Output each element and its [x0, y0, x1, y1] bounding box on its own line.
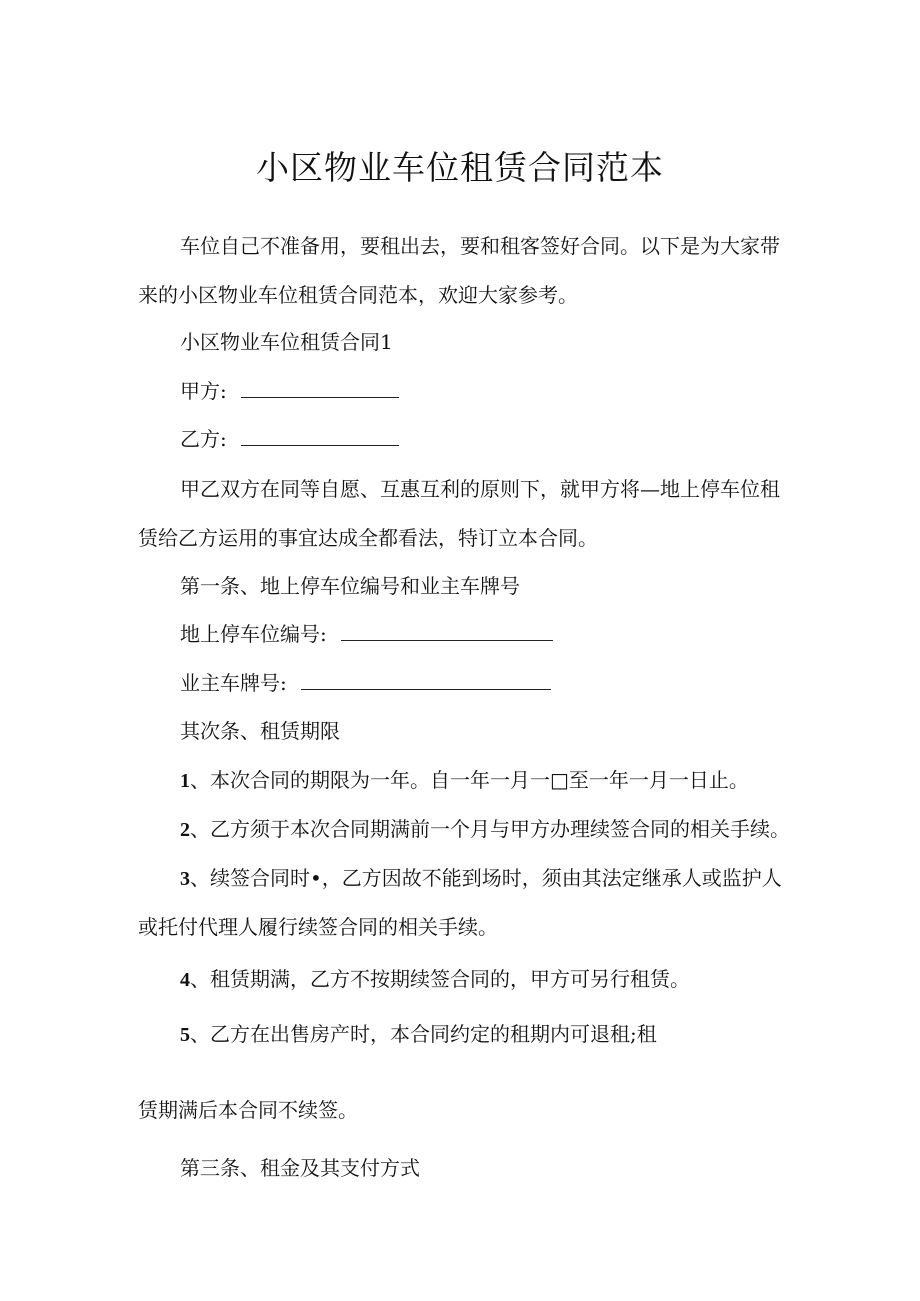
party-b-label: 乙方: — [180, 427, 227, 451]
term-item-2-number: 2 — [180, 819, 190, 841]
article1-heading: 第一条、地上停车位编号和业主车牌号 — [180, 574, 520, 598]
term-item-1-number: 1 — [180, 770, 190, 792]
contract-heading-text: 小区物业车位租赁合同1 — [180, 330, 393, 354]
term-item-4 — [180, 966, 690, 993]
term-item-3-continuation: 或托付代理人履行续签合同的相关手续。 — [138, 915, 498, 939]
document-title: 小区物业车位租赁合同范本 — [256, 148, 664, 187]
plate-number-blank[interactable] — [301, 671, 551, 690]
term-item-4-text: 、租赁期满，乙方不按期续签合同的，甲方可另行租赁。 — [190, 967, 690, 991]
intro-line-2: 来的小区物业车位租赁合同范本，欢迎大家参考。 — [138, 283, 578, 307]
intro-line-1: 车位自己不准备用，要租出去，要和租客签好合同。以下是为大家带 — [180, 234, 780, 258]
term-item-5 — [180, 1021, 657, 1048]
plate-number-line — [180, 670, 551, 696]
term-item-1-text: 、本次合同的期限为一年。自一年一月一□至一年一月一日止。 — [190, 768, 749, 792]
term-item-5-number: 5 — [180, 1024, 190, 1046]
term-item-1 — [180, 767, 749, 794]
space-number-blank[interactable] — [341, 622, 553, 641]
term-item-3-text: 、续签合同时•，乙方因故不能到场时，须由其法定继承人或监护人 — [190, 866, 782, 890]
term-item-2-text: 、乙方须于本次合同期满前一个月与甲方办理续签合同的相关手续。 — [190, 817, 790, 841]
article2-heading: 其次条、租赁期限 — [180, 719, 340, 743]
space-number-line — [180, 621, 553, 647]
party-a-line — [180, 378, 399, 404]
term-item-3-number: 3 — [180, 868, 190, 890]
term-item-5-continuation: 赁期满后本合同不续签。 — [138, 1098, 358, 1122]
preamble-line-1: 甲乙双方在同等自愿、互惠互利的原则下，就甲方将—地上停车位租 — [180, 477, 780, 501]
plate-number-label: 业主车牌号: — [180, 671, 287, 695]
party-b-line — [180, 426, 399, 452]
party-b-blank[interactable] — [241, 427, 399, 446]
term-item-3 — [180, 865, 782, 892]
term-item-4-number: 4 — [180, 969, 190, 991]
space-number-label: 地上停车位编号: — [180, 622, 327, 646]
term-item-2 — [180, 816, 790, 843]
party-a-label: 甲方: — [180, 379, 227, 403]
preamble-line-2: 赁给乙方运用的事宜达成全都看法，特订立本合同。 — [138, 526, 598, 550]
contract-heading — [180, 329, 393, 355]
party-a-blank[interactable] — [241, 379, 399, 398]
article3-heading: 第三条、租金及其支付方式 — [180, 1156, 420, 1180]
term-item-5-text: 、乙方在出售房产时，本合同约定的租期内可退租;租 — [190, 1022, 657, 1046]
